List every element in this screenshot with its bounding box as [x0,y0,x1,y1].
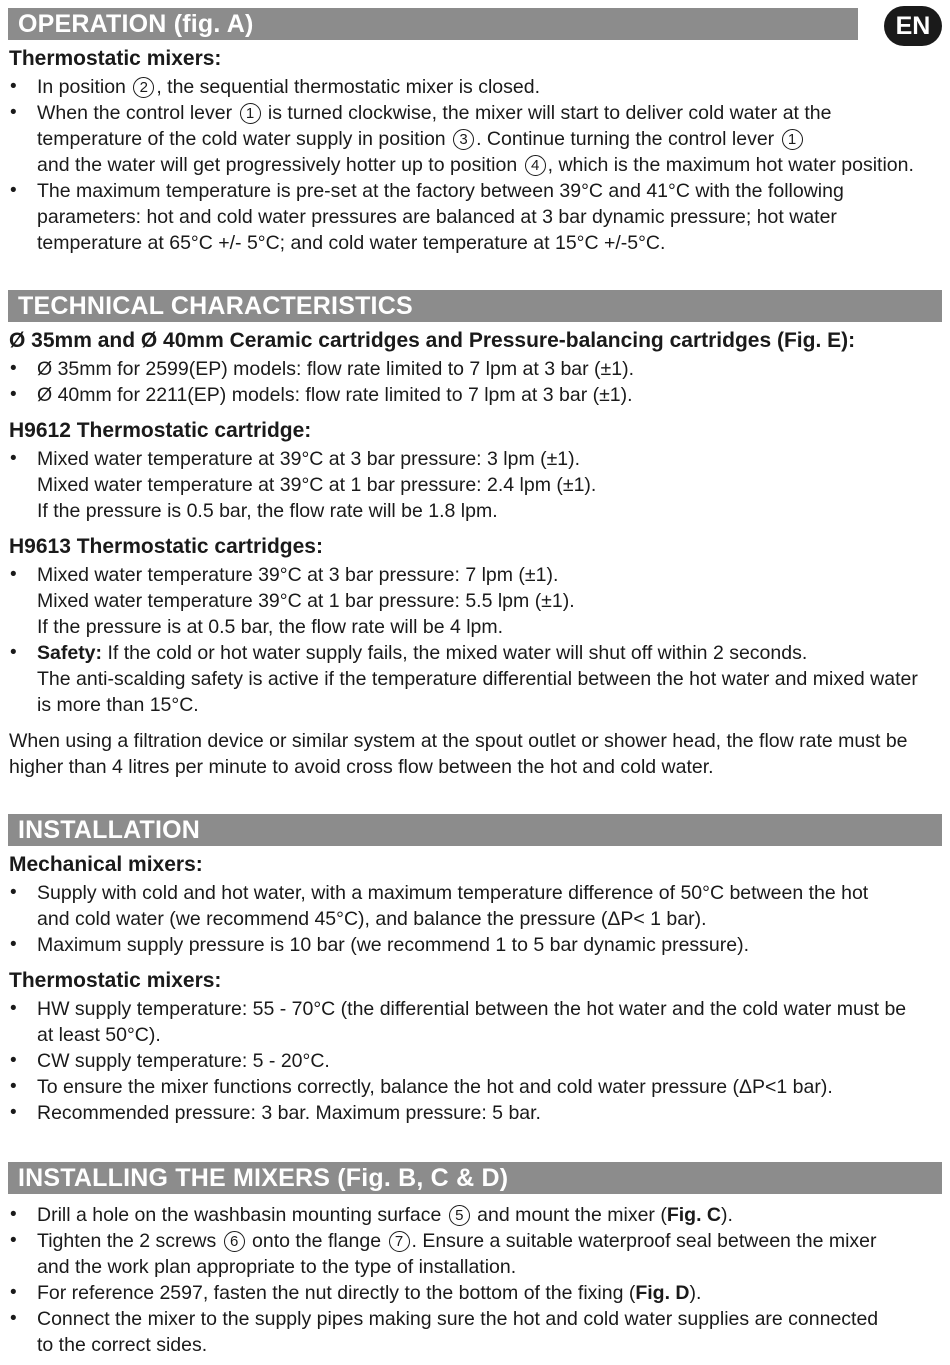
text-line [37,100,942,126]
text-line: is more than 15°C. [37,694,199,716]
section-spacer [8,1126,942,1162]
text-run: Drill a hole on the washbasin mounting surface [37,1204,447,1226]
list-item [8,446,942,524]
text-run: For reference 2597, fasten the nut directly to the bottom of the fixing ( [37,1282,636,1304]
text-run: When the control lever [37,102,238,124]
callout-number: 1 [240,103,261,124]
mechanical-list [8,880,942,958]
installing-list [8,1202,942,1358]
list-item [8,562,942,640]
list-item: • CW supply temperature: 5 - 20°C. [8,1048,942,1074]
text-line: Mixed water temperature at 39°C at 1 bar pressure: 2.4 lpm (±1). [37,474,597,496]
list-item [8,100,942,178]
list-item [8,1202,942,1228]
text-line: • Supply with cold and hot water, with a maximum temperature difference of 50°C between the hot [37,882,869,904]
text-run: is turned clockwise, the mixer will start to deliver cold water at the [262,102,832,124]
text-line: When using a filtration device or similar system at the spout outlet or shower head, the flow rate must be [9,730,908,752]
operation-list [8,74,942,256]
technical-section [8,290,942,780]
text-line: • Mixed water temperature 39°C at 3 bar pressure: 7 lpm (±1). [37,564,559,586]
installing-title: INSTALLING THE MIXERS (Fig. B, C & D) [8,1162,942,1194]
callout-number: 2 [133,77,154,98]
text-line: higher than 4 litres per minute to avoid cross flow between the hot and cold water. [9,756,714,778]
safety-label: Safety: [37,642,103,664]
h9613-list [8,562,942,718]
list-item: • Recommended pressure: 3 bar. Maximum pressure: 5 bar. [8,1100,942,1126]
text-line: • The maximum temperature is pre-set at the factory between 39°C and 41°C with the following [37,180,844,202]
text-run: , which is the maximum hot water position. [547,154,914,176]
list-item: • Maximum supply pressure is 10 bar (we recommend 1 to 5 bar dynamic pressure). [8,932,942,958]
text-line: • Connect the mixer to the supply pipes making sure the hot and cold water supplies are connected [37,1308,879,1330]
text-run: . Continue turning the control lever [476,128,780,150]
figure-reference: Fig. C [666,1204,721,1226]
text-line: at least 50°C). [37,1024,161,1046]
text-line [37,126,942,152]
ceramic-heading: Ø 35mm and Ø 40mm Ceramic cartridges and Pressure-balancing cartridges (Fig. E): [9,329,856,352]
text-line: • Mixed water temperature at 39°C at 3 bar pressure: 3 lpm (±1). [37,448,581,470]
text-line: If the pressure is at 0.5 bar, the flow rate will be 4 lpm. [37,616,504,638]
installation-title: INSTALLATION [8,814,942,846]
list-item: • To ensure the mixer functions correctly, balance the hot and cold water pressure (ΔP<1 bar). [8,1074,942,1100]
text-run: ). [689,1282,702,1304]
text-line: The anti-scalding safety is active if the temperature differential between the hot water and mixed water [37,668,918,690]
callout-number: 7 [389,1231,410,1252]
list-item [8,880,942,932]
thermostatic-list [8,996,942,1126]
list-item [8,74,942,100]
mechanical-heading: Mechanical mixers: [9,853,203,876]
text-run: . Ensure a suitable waterproof seal between the mixer [411,1230,877,1252]
text-run: In position [37,76,132,98]
text-line: • HW supply temperature: 55 - 70°C (the differential between the hot water and the cold water must be [37,998,907,1020]
callout-number: 3 [453,129,474,150]
manual-page [8,8,942,1358]
filtration-paragraph [9,728,942,780]
text-line: to the correct sides. [37,1334,208,1356]
text-run: Tighten the 2 screws [37,1230,222,1252]
h9612-list [8,446,942,524]
callout-number: 1 [782,129,803,150]
text-line [37,152,942,178]
text-run: and the water will get progressively hotter up to position [37,154,523,176]
h9613-heading: H9613 Thermostatic cartridges: [9,535,323,558]
operation-thermostatic-heading: Thermostatic mixers: [9,47,222,70]
text-run: ). [721,1204,733,1226]
list-item [8,996,942,1048]
callout-number: 4 [525,155,546,176]
ceramic-list [8,356,942,408]
text-line: temperature at 65°C +/- 5°C; and cold water temperature at 15°C +/-5°C. [37,232,666,254]
installation-section [8,814,942,1126]
text-run: , the sequential thermostatic mixer is closed. [156,76,540,98]
list-item: • Ø 40mm for 2211(EP) models: flow rate limited to 7 lpm at 3 bar (±1). [8,382,942,408]
technical-title: TECHNICAL CHARACTERISTICS [8,290,942,322]
operation-section [8,8,942,256]
section-spacer [8,256,942,290]
language-badge: EN [884,6,942,46]
text-line: and cold water (we recommend 45°C), and balance the pressure (ΔP< 1 bar). [37,908,707,930]
h9612-heading: H9612 Thermostatic cartridge: [9,419,312,442]
text-line: If the pressure is 0.5 bar, the flow rate will be 1.8 lpm. [37,500,498,522]
text-line [37,640,942,666]
figure-reference: Fig. D [635,1282,690,1304]
list-item [8,640,942,718]
installing-section [8,1162,942,1358]
operation-title: OPERATION (fig. A) [8,8,858,40]
callout-number: 5 [449,1205,470,1226]
text-line [37,1228,942,1254]
text-run: and mount the mixer ( [471,1204,667,1226]
list-item [8,1280,942,1306]
thermostatic-heading: Thermostatic mixers: [9,969,222,992]
text-run: onto the flange [246,1230,387,1252]
list-item [8,1228,942,1280]
callout-number: 6 [224,1231,245,1252]
text-line: Mixed water temperature 39°C at 1 bar pressure: 5.5 lpm (±1). [37,590,575,612]
section-spacer [8,780,942,814]
text-run: temperature of the cold water supply in position [37,128,452,150]
list-item [8,178,942,256]
text-line: and the work plan appropriate to the type of installation. [37,1256,517,1278]
list-item: • Ø 35mm for 2599(EP) models: flow rate limited to 7 lpm at 3 bar (±1). [8,356,942,382]
text-run: If the cold or hot water supply fails, the mixed water will shut off within 2 seconds. [102,642,808,664]
text-line: parameters: hot and cold water pressures are balanced at 3 bar dynamic pressure; hot water [37,206,837,228]
list-item [8,1306,942,1358]
